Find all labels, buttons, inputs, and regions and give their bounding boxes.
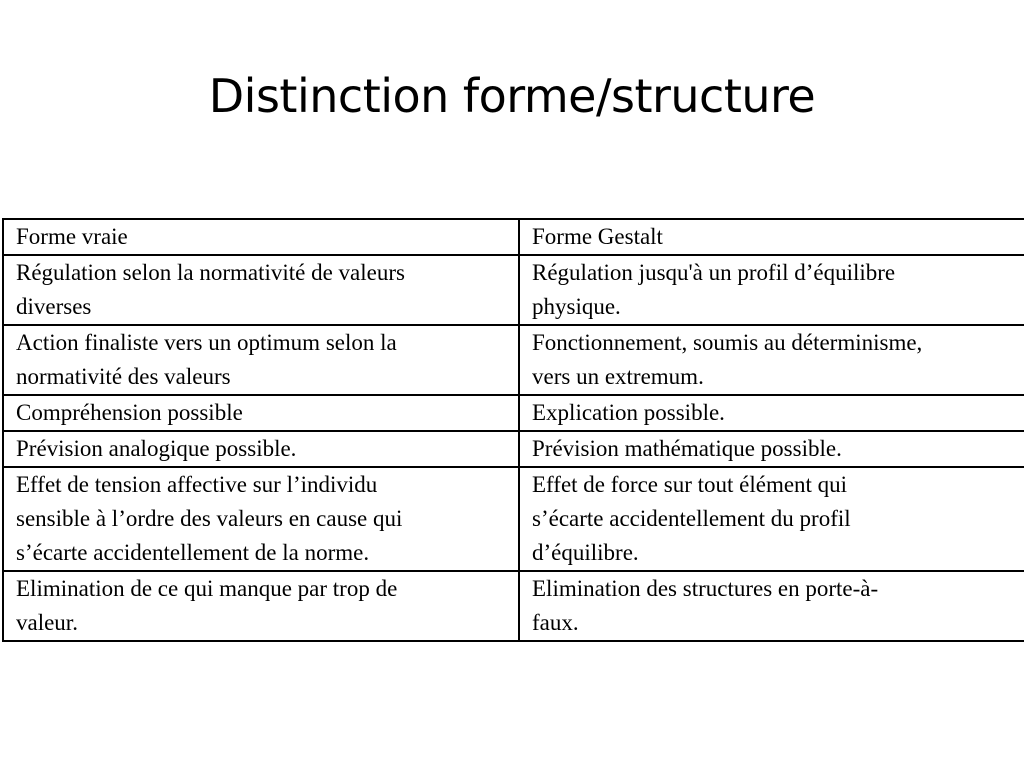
table-cell-right: Prévision mathématique possible. bbox=[519, 431, 1024, 467]
table-row bbox=[3, 255, 1024, 325]
slide-title: Distinction forme/structure bbox=[208, 69, 816, 123]
table-row bbox=[3, 219, 1024, 255]
table-row bbox=[3, 395, 1024, 431]
table-cell-right: Régulation jusqu'à un profil d’équilibre physique. bbox=[519, 255, 1024, 325]
table-cell-right: Effet de force sur tout élément qui s’écarte accidentellement du profil d’équilibre. bbox=[519, 467, 1024, 571]
table-cell-left: Elimination de ce qui manque par trop de valeur. bbox=[3, 571, 519, 641]
table-row bbox=[3, 571, 1024, 641]
table-cell-left: Prévision analogique possible. bbox=[3, 431, 519, 467]
table-cell-right: Fonctionnement, soumis au déterminisme, vers un extremum. bbox=[519, 325, 1024, 395]
table-cell-left: Régulation selon la normativité de valeurs diverses bbox=[3, 255, 519, 325]
table-cell-left: Action finaliste vers un optimum selon la normativité des valeurs bbox=[3, 325, 519, 395]
table-cell-left: Effet de tension affective sur l’individu sensible à l’ordre des valeurs en cause qui s’écarte accidentellement de la norme. bbox=[3, 467, 519, 571]
table-cell-header-right: Forme Gestalt bbox=[519, 219, 1024, 255]
table-row bbox=[3, 467, 1024, 571]
comparison-table bbox=[2, 218, 1024, 642]
table-row bbox=[3, 325, 1024, 395]
table-row bbox=[3, 431, 1024, 467]
table-cell-left: Compréhension possible bbox=[3, 395, 519, 431]
table-cell-right: Explication possible. bbox=[519, 395, 1024, 431]
table-cell-header-left: Forme vraie bbox=[3, 219, 519, 255]
table-cell-right: Elimination des structures en porte-à- faux. bbox=[519, 571, 1024, 641]
